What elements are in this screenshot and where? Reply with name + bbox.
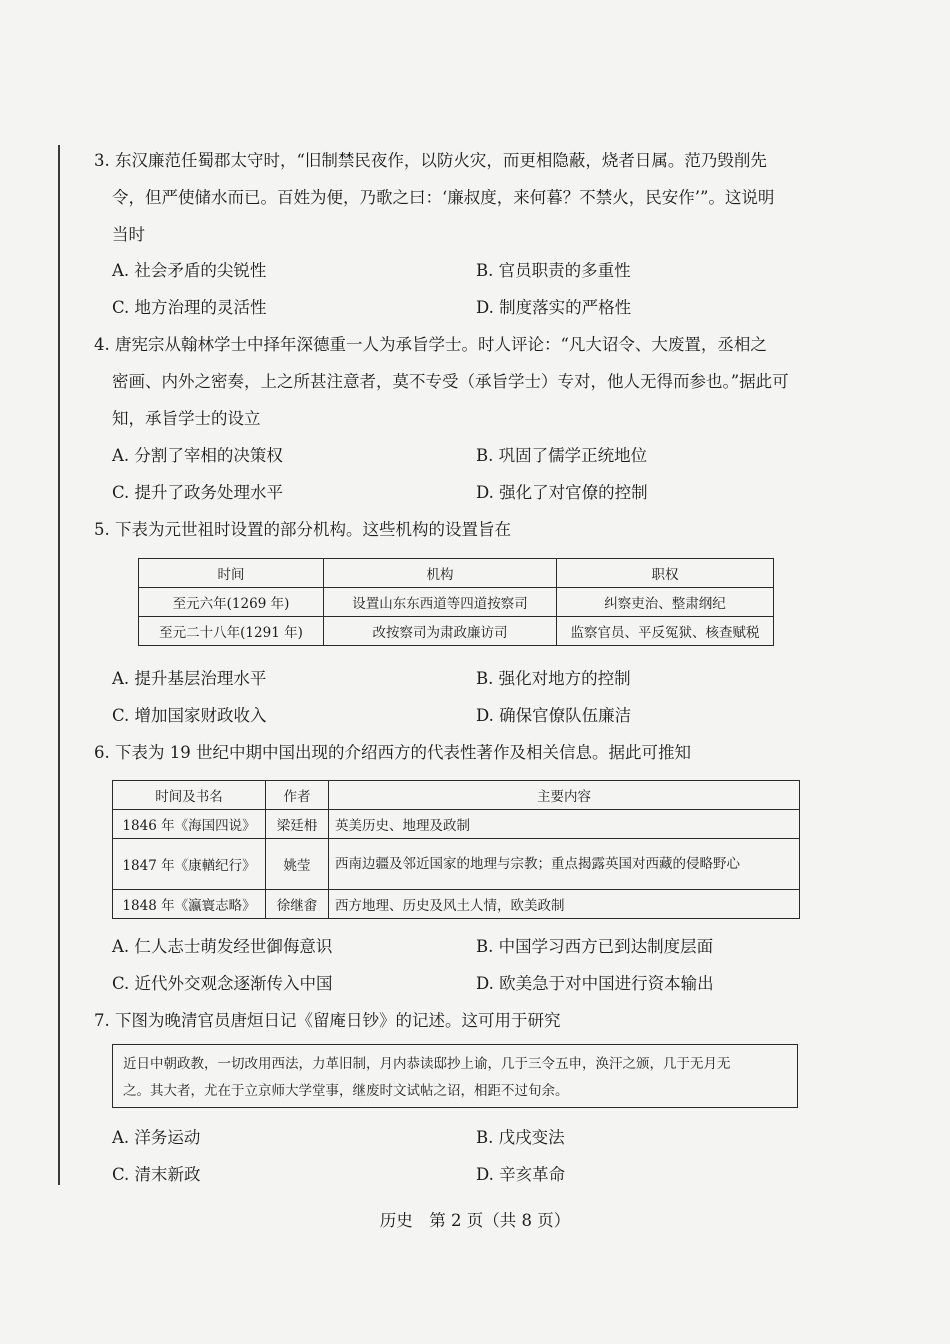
question-3-option-d[interactable]: D. 制度落实的严格性	[476, 298, 632, 317]
table-cell: 至元六年(1269 年)	[139, 588, 324, 617]
table-cell: 姚莹	[266, 839, 329, 890]
table-cell: 改按察司为肃政廉访司	[324, 617, 557, 646]
table-cell: 监察官员、平反冤狱、核查赋税	[557, 617, 774, 646]
question-4-option-b[interactable]: B. 巩固了儒学正统地位	[476, 446, 648, 465]
question-6-option-b[interactable]: B. 中国学习西方已到达制度层面	[476, 937, 714, 956]
table-cell: 纠察吏治、整肃纲纪	[557, 588, 774, 617]
question-4-stem-line-1: 4. 唐宪宗从翰林学士中择年深德重一人为承旨学士。时人评论：“凡大诏令、大废置，丞相之	[94, 335, 767, 354]
question-5-option-c[interactable]: C. 增加国家财政收入	[112, 706, 267, 725]
question-5-table	[138, 558, 774, 646]
question-6-option-c[interactable]: C. 近代外交观念逐渐传入中国	[112, 974, 333, 993]
question-6-option-d[interactable]: D. 欧美急于对中国进行资本输出	[476, 974, 714, 993]
question-4-option-d[interactable]: D. 强化了对官僚的控制	[476, 483, 648, 502]
question-5-option-b[interactable]: B. 强化对地方的控制	[476, 669, 631, 688]
margin-line	[58, 145, 60, 1185]
table-cell: 英美历史、地理及政制	[329, 810, 800, 839]
table-cell: 设置山东东西道等四道按察司	[324, 588, 557, 617]
question-7-option-c[interactable]: C. 清末新政	[112, 1165, 201, 1184]
table-header-row	[113, 781, 800, 810]
table-cell: 1846 年《海国四说》	[113, 810, 266, 839]
quote-line-2: 之。其大者，尤在于立京师大学堂事，继废时文试帖之诏，相距不过旬余。	[123, 1083, 569, 1099]
question-7-option-d[interactable]: D. 辛亥革命	[476, 1165, 566, 1184]
table-cell: 至元二十八年(1291 年)	[139, 617, 324, 646]
table-cell: 1848 年《瀛寰志略》	[113, 890, 266, 919]
page-footer: 历史 第 2 页（共 8 页）	[379, 1211, 571, 1230]
question-7-option-b[interactable]: B. 戊戌变法	[476, 1128, 565, 1147]
question-5-option-a[interactable]: A. 提升基层治理水平	[112, 669, 267, 688]
table-row	[113, 839, 800, 890]
table-cell: 西南边疆及邻近国家的地理与宗教；重点揭露英国对西藏的侵略野心	[329, 839, 800, 890]
table-row	[139, 617, 774, 646]
question-6-option-a[interactable]: A. 仁人志士萌发经世御侮意识	[112, 937, 333, 956]
table-cell: 梁廷枏	[266, 810, 329, 839]
question-4-stem-line-3: 知，承旨学士的设立	[112, 409, 261, 428]
table-header-cell: 作者	[266, 781, 329, 810]
question-7-stem: 7. 下图为晚清官员唐烜日记《留庵日钞》的记述。这可用于研究	[94, 1011, 561, 1030]
table-cell: 1847 年《康輶纪行》	[113, 839, 266, 890]
table-row	[113, 810, 800, 839]
table-header-cell: 时间及书名	[113, 781, 266, 810]
question-3-option-c[interactable]: C. 地方治理的灵活性	[112, 298, 267, 317]
question-5-stem: 5. 下表为元世祖时设置的部分机构。这些机构的设置旨在	[94, 520, 511, 539]
question-7-quote-box	[112, 1044, 798, 1108]
table-header-cell: 机构	[324, 559, 557, 588]
question-6-stem: 6. 下表为 19 世纪中期中国出现的介绍西方的代表性著作及相关信息。据此可推知	[94, 743, 691, 762]
table-header-cell: 职权	[557, 559, 774, 588]
question-4-option-a[interactable]: A. 分割了宰相的决策权	[112, 446, 283, 465]
table-cell: 徐继畬	[266, 890, 329, 919]
question-3-stem-line-3: 当时	[112, 225, 145, 244]
table-row	[113, 890, 800, 919]
question-5-option-d[interactable]: D. 确保官僚队伍廉洁	[476, 706, 632, 725]
table-header-cell: 主要内容	[329, 781, 800, 810]
quote-line-1: 近日中朝政教，一切改用西法，力革旧制，月内恭读邸抄上谕，几于三令五申，涣汗之颁，几于无月无	[123, 1056, 731, 1072]
question-3-option-a[interactable]: A. 社会矛盾的尖锐性	[112, 261, 267, 280]
table-header-cell: 时间	[139, 559, 324, 588]
question-3-option-b[interactable]: B. 官员职责的多重性	[476, 261, 631, 280]
question-3-stem-line-1: 3. 东汉廉范任蜀郡太守时，“旧制禁民夜作，以防火灾，而更相隐蔽，烧者日属。范乃毁削先	[94, 151, 767, 170]
question-3-stem-line-2: 令，但严使储水而已。百姓为便，乃歌之曰：‘廉叔度，来何暮？不禁火，民安作’”。这说明	[112, 188, 775, 207]
question-7-option-a[interactable]: A. 洋务运动	[112, 1128, 201, 1147]
question-4-stem-line-2: 密画、内外之密奏，上之所甚注意者，莫不专受（承旨学士）专对，他人无得而参也。”据此可	[112, 372, 789, 391]
question-4-option-c[interactable]: C. 提升了政务处理水平	[112, 483, 284, 502]
table-header-row	[139, 559, 774, 588]
table-row	[139, 588, 774, 617]
table-cell: 西方地理、历史及风土人情，欧美政制	[329, 890, 800, 919]
question-6-table	[112, 780, 800, 919]
